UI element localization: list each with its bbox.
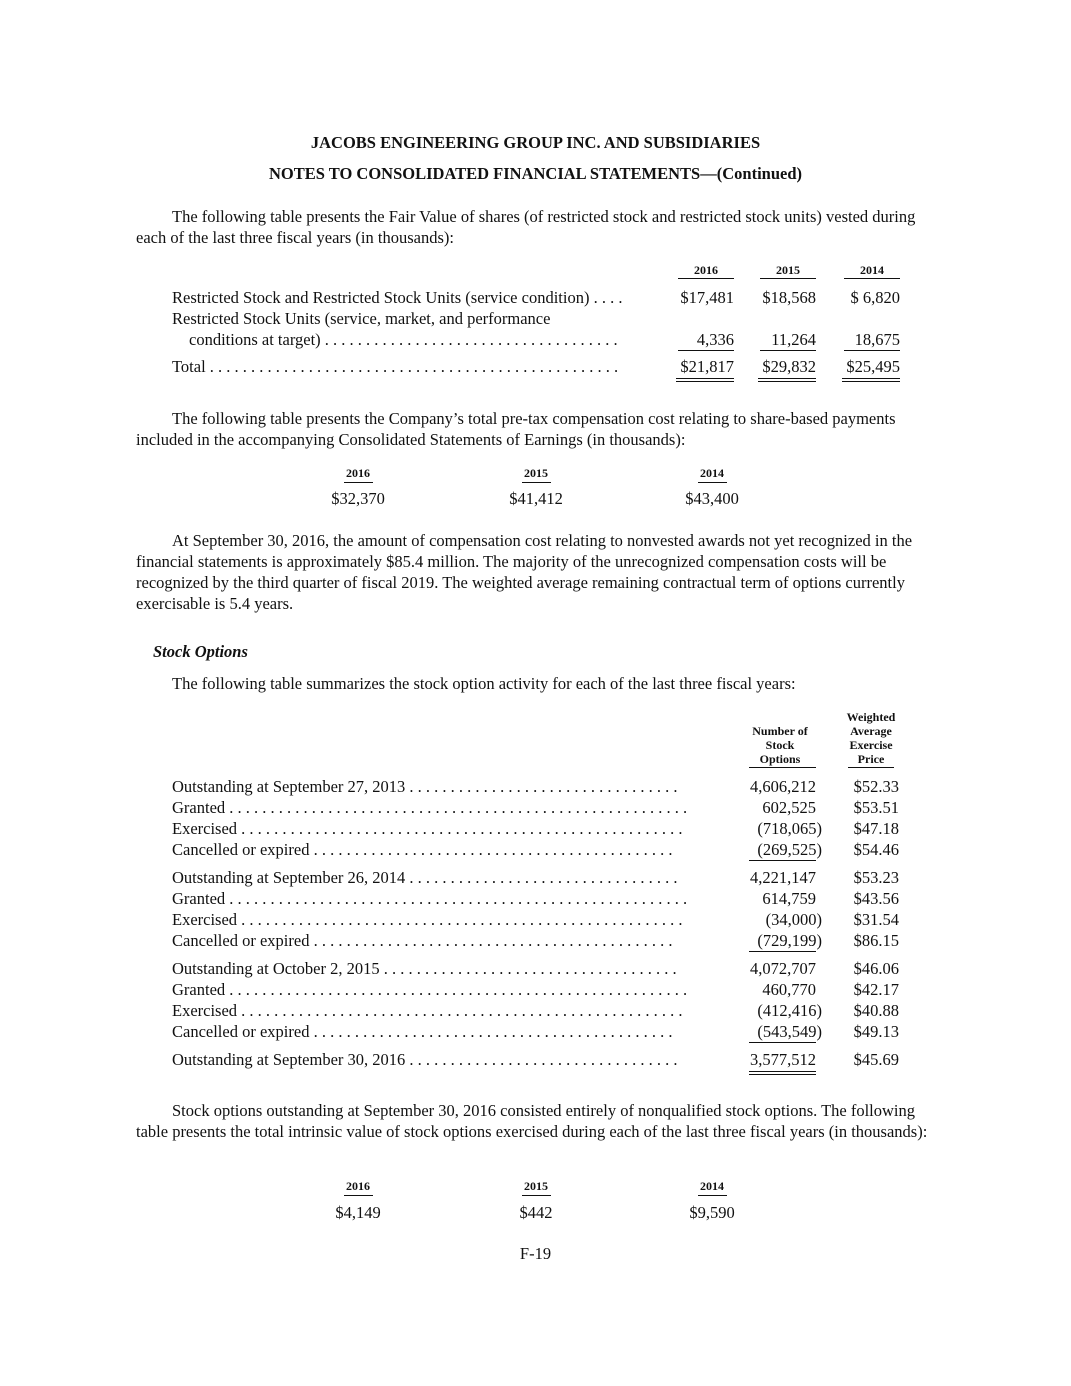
company-title: JACOBS ENGINEERING GROUP INC. AND SUBSIDIARIES xyxy=(310,133,761,152)
row-label: Outstanding at September 27, 2013 . . . . . . . . . . . . . . . . . . . . . . . . . . . . . . . . . xyxy=(172,777,678,796)
comp-value-2015: $41,412 xyxy=(509,489,563,508)
cell-value: $17,481 xyxy=(680,288,734,307)
iv-year-2016: 2016 xyxy=(346,1179,370,1193)
row-label: Granted . . . . . . . . . . . . . . . . . . . . . . . . . . . . . . . . . . . . . . . . . . . . . . . . . . . . . . . . xyxy=(172,889,688,908)
cell-value: $29,832 xyxy=(762,357,816,376)
cell-options: (34,000) xyxy=(765,910,822,929)
row-label: Granted . . . . . . . . . . . . . . . . . . . . . . . . . . . . . . . . . . . . . . . . . . . . . . . . . . . . . . . . xyxy=(172,798,688,817)
row-label: Outstanding at October 2, 2015 . . . . . . . . . . . . . . . . . . . . . . . . . . . . . . . . . . . . xyxy=(172,959,677,978)
iv-value-2014: $9,590 xyxy=(689,1203,735,1222)
subtotal-line xyxy=(749,860,816,861)
iv-value-2016: $4,149 xyxy=(335,1203,381,1222)
cell-value: $ 6,820 xyxy=(850,288,900,307)
total-double-line xyxy=(749,1071,816,1075)
cell-options: (718,065) xyxy=(757,819,822,838)
comp-header-underline xyxy=(698,482,727,483)
cell-options: 460,770 xyxy=(762,980,816,999)
row-label: Exercised . . . . . . . . . . . . . . . . . . . . . . . . . . . . . . . . . . . . . . . . . . . . . . . . . . . . . . xyxy=(172,910,683,929)
cell-options: 3,577,512 xyxy=(750,1050,816,1069)
row-label: Cancelled or expired . . . . . . . . . . . . . . . . . . . . . . . . . . . . . . . . . . . . . . . . . . . . xyxy=(172,840,673,859)
cell-options: 614,759 xyxy=(762,889,816,908)
cell-price: $53.23 xyxy=(853,868,899,887)
cell-price: $40.88 xyxy=(853,1001,899,1020)
iv-header-underline xyxy=(698,1195,727,1196)
row-label: conditions at target) . . . . . . . . . . . . . . . . . . . . . . . . . . . . . . . . . . . . xyxy=(189,330,618,349)
total-double-line xyxy=(676,378,734,382)
stock-options-intro: The following table summarizes the stock option activity for each of the last three fiscal years: xyxy=(172,674,796,693)
row-label: Granted . . . . . . . . . . . . . . . . . . . . . . . . . . . . . . . . . . . . . . . . . . . . . . . . . . . . . . . . xyxy=(172,980,688,999)
so-header-underline xyxy=(749,767,816,768)
total-double-line xyxy=(842,378,900,382)
subtotal-line xyxy=(749,951,816,952)
cell-price: $31.54 xyxy=(853,910,899,929)
comp-year-2014: 2014 xyxy=(700,466,724,480)
fv-header-underline xyxy=(678,278,734,279)
subtotal-line xyxy=(678,350,734,351)
stock-options-heading: Stock Options xyxy=(153,642,248,661)
iv-year-2015: 2015 xyxy=(524,1179,548,1193)
row-label: Total . . . . . . . . . . . . . . . . . . . . . . . . . . . . . . . . . . . . . . . . . . . . . . . . . . xyxy=(172,357,619,376)
so-header-underline xyxy=(848,767,894,768)
iv-year-2014: 2014 xyxy=(700,1179,724,1193)
page-number: F-19 xyxy=(519,1244,552,1263)
cell-price: $86.15 xyxy=(853,931,899,950)
fv-year-2016: 2016 xyxy=(694,263,718,277)
row-label: Cancelled or expired . . . . . . . . . . . . . . . . . . . . . . . . . . . . . . . . . . . . . . . . . . . . xyxy=(172,931,673,950)
cell-options: (269,525) xyxy=(757,840,822,859)
row-label: Restricted Stock Units (service, market, and performance xyxy=(172,309,551,328)
total-double-line xyxy=(758,378,816,382)
cell-options: 602,525 xyxy=(762,798,816,817)
row-label: Cancelled or expired . . . . . . . . . . . . . . . . . . . . . . . . . . . . . . . . . . . . . . . . . . . . xyxy=(172,1022,673,1041)
cell-price: $49.13 xyxy=(853,1022,899,1041)
iv-header-underline xyxy=(522,1195,551,1196)
row-label: Outstanding at September 30, 2016 . . . . . . . . . . . . . . . . . . . . . . . . . . . . . . . . . xyxy=(172,1050,678,1069)
row-label: Exercised . . . . . . . . . . . . . . . . . . . . . . . . . . . . . . . . . . . . . . . . . . . . . . . . . . . . . . xyxy=(172,1001,683,1020)
cell-value: $25,495 xyxy=(846,357,900,376)
cell-value: $18,568 xyxy=(762,288,816,307)
cell-options: (543,549) xyxy=(757,1022,822,1041)
cell-value: $21,817 xyxy=(680,357,734,376)
row-label: Restricted Stock and Restricted Stock Units (service condition) . . . . xyxy=(172,288,623,307)
cell-price: $53.51 xyxy=(853,798,899,817)
col-number-of-options: Number of Stock Options xyxy=(752,724,808,766)
comp-header-underline xyxy=(522,482,551,483)
subtotal-line xyxy=(844,350,900,351)
cell-price: $43.56 xyxy=(853,889,899,908)
comp-value-2016: $32,370 xyxy=(331,489,385,508)
comp-year-2015: 2015 xyxy=(524,466,548,480)
cell-price: $54.46 xyxy=(853,840,899,859)
subtotal-line xyxy=(760,350,816,351)
cell-options: (412,416) xyxy=(757,1001,822,1020)
comp-year-2016: 2016 xyxy=(346,466,370,480)
cell-options: 4,072,707 xyxy=(750,959,816,978)
notes-subtitle: NOTES TO CONSOLIDATED FINANCIAL STATEMENTS—(Continued) xyxy=(268,164,802,183)
cell-options: (729,199) xyxy=(757,931,822,950)
row-label: Exercised . . . . . . . . . . . . . . . . . . . . . . . . . . . . . . . . . . . . . . . . . . . . . . . . . . . . . . xyxy=(172,819,683,838)
comp-value-2014: $43,400 xyxy=(685,489,739,508)
cell-options: 4,606,212 xyxy=(750,777,816,796)
subtotal-line xyxy=(749,1042,816,1043)
cell-price: $42.17 xyxy=(853,980,899,999)
fv-year-2014: 2014 xyxy=(860,263,884,277)
iv-value-2015: $442 xyxy=(519,1203,553,1222)
cell-price: $46.06 xyxy=(853,959,899,978)
cell-options: 4,221,147 xyxy=(750,868,816,887)
row-label: Outstanding at September 26, 2014 . . . . . . . . . . . . . . . . . . . . . . . . . . . . . . . . . xyxy=(172,868,678,887)
compensation-intro: The following table presents the Company’s total pre-tax compensation cost relating to share-based payments included in the accompanying Consolidated Statements of Earnings (in thousands): xyxy=(136,409,896,449)
intrinsic-intro: Stock options outstanding at September 30, 2016 consisted entirely of nonqualified stock options. The following table presents the total intrinsic value of stock options exercised during each of the last three fiscal years (in thousands): xyxy=(136,1101,928,1141)
cell-value: 11,264 xyxy=(771,330,816,349)
comp-header-underline xyxy=(344,482,373,483)
cell-value: 18,675 xyxy=(854,330,900,349)
cell-price: $52.33 xyxy=(853,777,899,796)
cell-price: $47.18 xyxy=(853,819,899,838)
fv-header-underline xyxy=(760,278,816,279)
cell-price: $45.69 xyxy=(853,1050,899,1069)
cell-value: 4,336 xyxy=(696,330,734,349)
iv-header-underline xyxy=(344,1195,373,1196)
fv-header-underline xyxy=(844,278,900,279)
col-weighted-average-price: Weighted Average Exercise Price xyxy=(846,710,896,766)
fv-year-2015: 2015 xyxy=(776,263,800,277)
nonvested-paragraph: At September 30, 2016, the amount of compensation cost relating to nonvested awards not yet recognized in the financial statements is approximately $85.4 million. The majority of the unrecognized compensation costs will be recognized by the third quarter of fiscal 2019. The weighted average remaining contractual term of options currently exercisable is 5.4 years. xyxy=(136,531,913,613)
fair-value-intro: The following table presents the Fair Value of shares (of restricted stock and restricted stock units) vested during each of the last three fiscal years (in thousands): xyxy=(136,207,916,247)
